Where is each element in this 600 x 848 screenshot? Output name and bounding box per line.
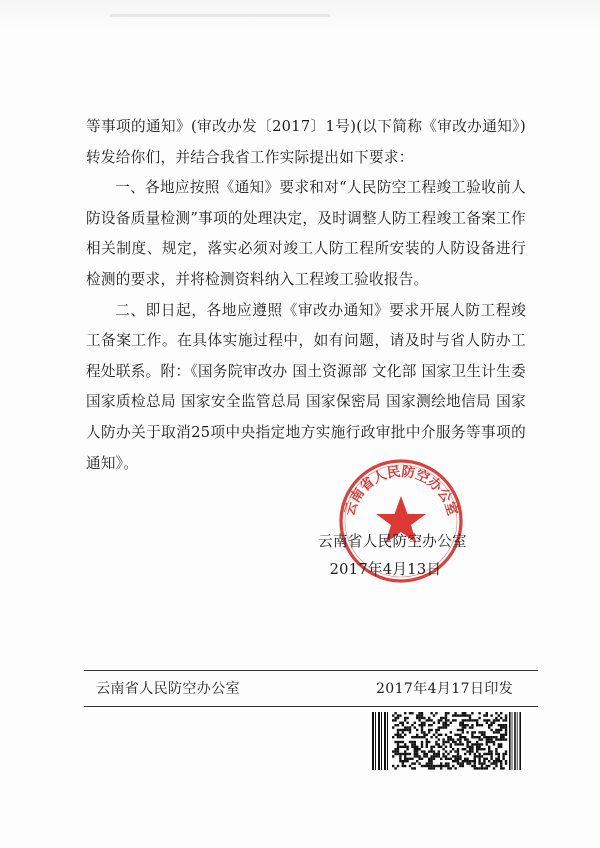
footer-divider-top — [84, 670, 538, 671]
footer-issuer: 云南省人民防空办公室 — [96, 681, 240, 697]
paragraph-item-2: 二、即日起，各地应遵照《审改办通知》要求开展人防工程竣工备案工作。在具体实施过程中，如有问题，请及时与省人防办工程处联系。附：《国务院审改办 国土资源部 文化部 国家卫生计生委 国家质检总局 国家安全监管总局 国家保密局 国家测绘地信局 国家人防办关于取消25项中央指定地方实施行政审批中介服务等事项的通知》。 — [86, 301, 526, 472]
document-body — [86, 112, 526, 479]
paragraph-continuation: 等事项的通知》(审改办发〔2017〕1号)(以下简称《审改办通知》)转发给你们，并结合我省工作实际提出如下要求： — [86, 118, 526, 166]
signature-block — [318, 528, 467, 584]
barcode-icon — [372, 712, 522, 770]
footer-divider-bottom — [84, 706, 538, 707]
signature-date: 2017年4月13日 — [329, 561, 442, 578]
footer-print-date: 2017年4月17日印发 — [376, 681, 514, 697]
paragraph-item-1: 一、各地应按照《通知》要求和对“人民防空工程竣工验收前人防设备质量检测”事项的处理决定，及时调整人防工程竣工备案工作相关制度、规定，落实必须对竣工人防工程所安装的人防设备进行检测的要求，并将检测资料纳入工程竣工验收报告。 — [86, 179, 526, 288]
signature-org: 云南省人民防空办公室 — [318, 533, 467, 550]
scan-artifact — [110, 14, 330, 17]
seal-text: 云南省人民防空办公室 — [341, 463, 461, 518]
